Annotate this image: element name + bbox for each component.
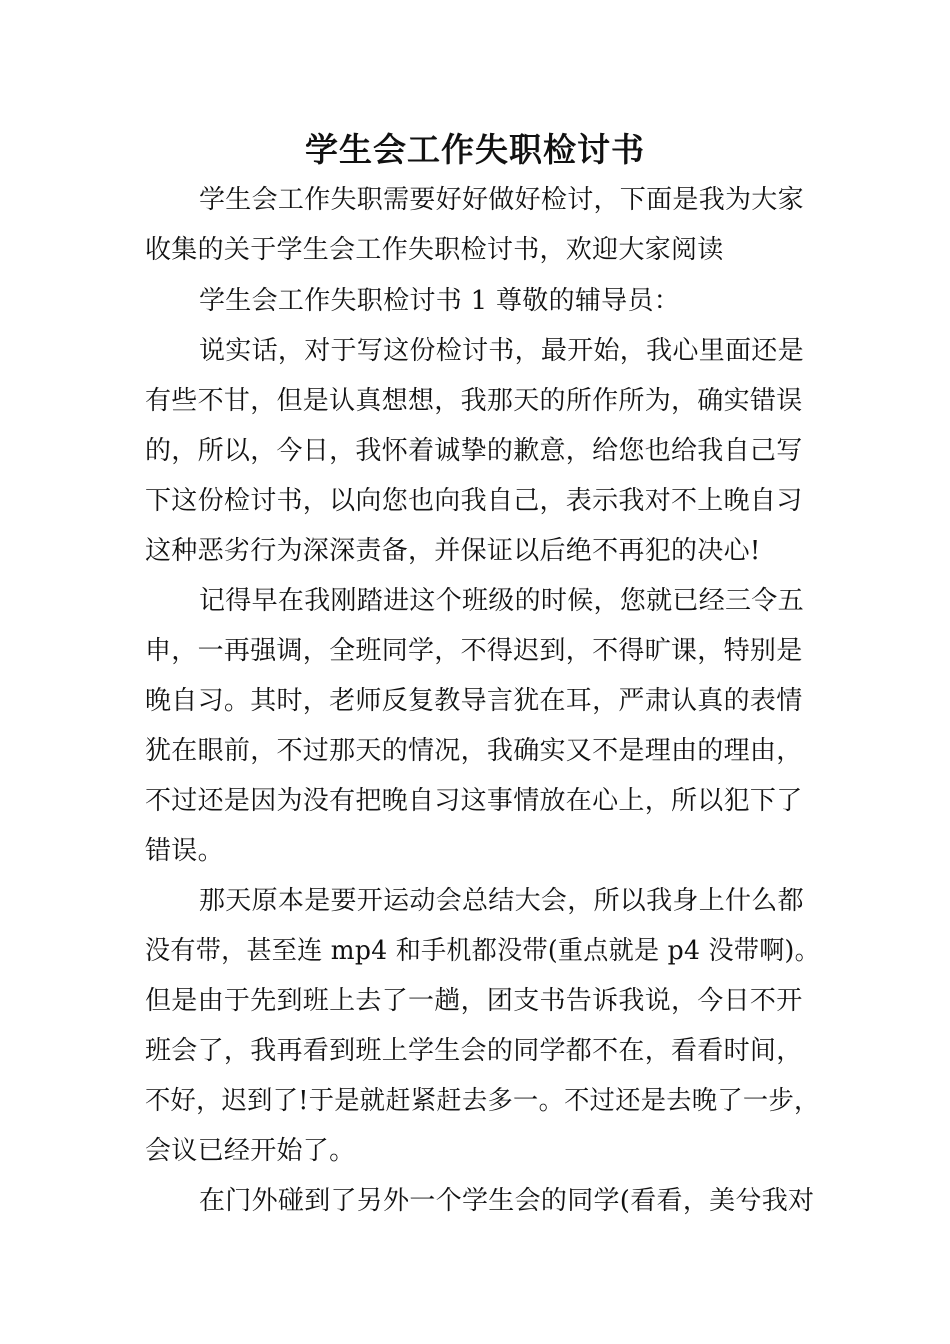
paragraph-line: 在门外碰到了另外一个学生会的同学(看看，美兮我对	[199, 1186, 815, 1216]
paragraph-line: 有些不甘，但是认真想想，我那天的所作所为，确实错误	[145, 386, 803, 416]
document-title: 学生会工作失职检讨书	[305, 130, 645, 169]
paragraph-line: 说实话，对于写这份检讨书，最开始，我心里面还是	[199, 336, 804, 366]
paragraph-line: 下这份检讨书，以向您也向我自己，表示我对不上晚自习	[145, 486, 803, 516]
paragraph-line: 这种恶劣行为深深责备，并保证以后绝不再犯的决心!	[145, 536, 761, 566]
paragraph-line: 学生会工作失职检讨书 1 尊敬的辅导员：	[199, 286, 681, 316]
paragraph-line: 犹在眼前，不过那天的情况，我确实又不是理由的理由，	[145, 736, 803, 766]
paragraph-line: 错误。	[145, 836, 224, 866]
paragraph-line: 收集的关于学生会工作失职检讨书，欢迎大家阅读	[145, 235, 724, 265]
paragraph-line: 那天原本是要开运动会总结大会，所以我身上什么都	[199, 886, 804, 916]
paragraph-line: 但是由于先到班上去了一趟，团支书告诉我说，今日不开	[145, 986, 803, 1016]
paragraph-line: 没有带，甚至连 mp4 和手机都没带(重点就是 p4 没带啊)。	[145, 936, 820, 966]
paragraph-line: 会议已经开始了。	[145, 1136, 356, 1166]
paragraph-line: 晚自习。其时，老师反复教导言犹在耳，严肃认真的表情	[145, 686, 803, 716]
paragraph-line: 班会了，我再看到班上学生会的同学都不在，看看时间，	[145, 1036, 803, 1066]
paragraph-line: 申，一再强调，全班同学，不得迟到，不得旷课，特别是	[145, 636, 803, 666]
paragraph-line: 学生会工作失职需要好好做好检讨，下面是我为大家	[199, 185, 804, 215]
paragraph-line: 的，所以，今日，我怀着诚挚的歉意，给您也给我自己写	[145, 436, 803, 466]
paragraph-line: 不过还是因为没有把晚自习这事情放在心上，所以犯下了	[145, 786, 803, 816]
paragraph-line: 记得早在我刚踏进这个班级的时候，您就已经三令五	[199, 586, 804, 616]
paragraph-line: 不好，迟到了!于是就赶紧赶去多一。不过还是去晚了一步，	[145, 1086, 820, 1116]
